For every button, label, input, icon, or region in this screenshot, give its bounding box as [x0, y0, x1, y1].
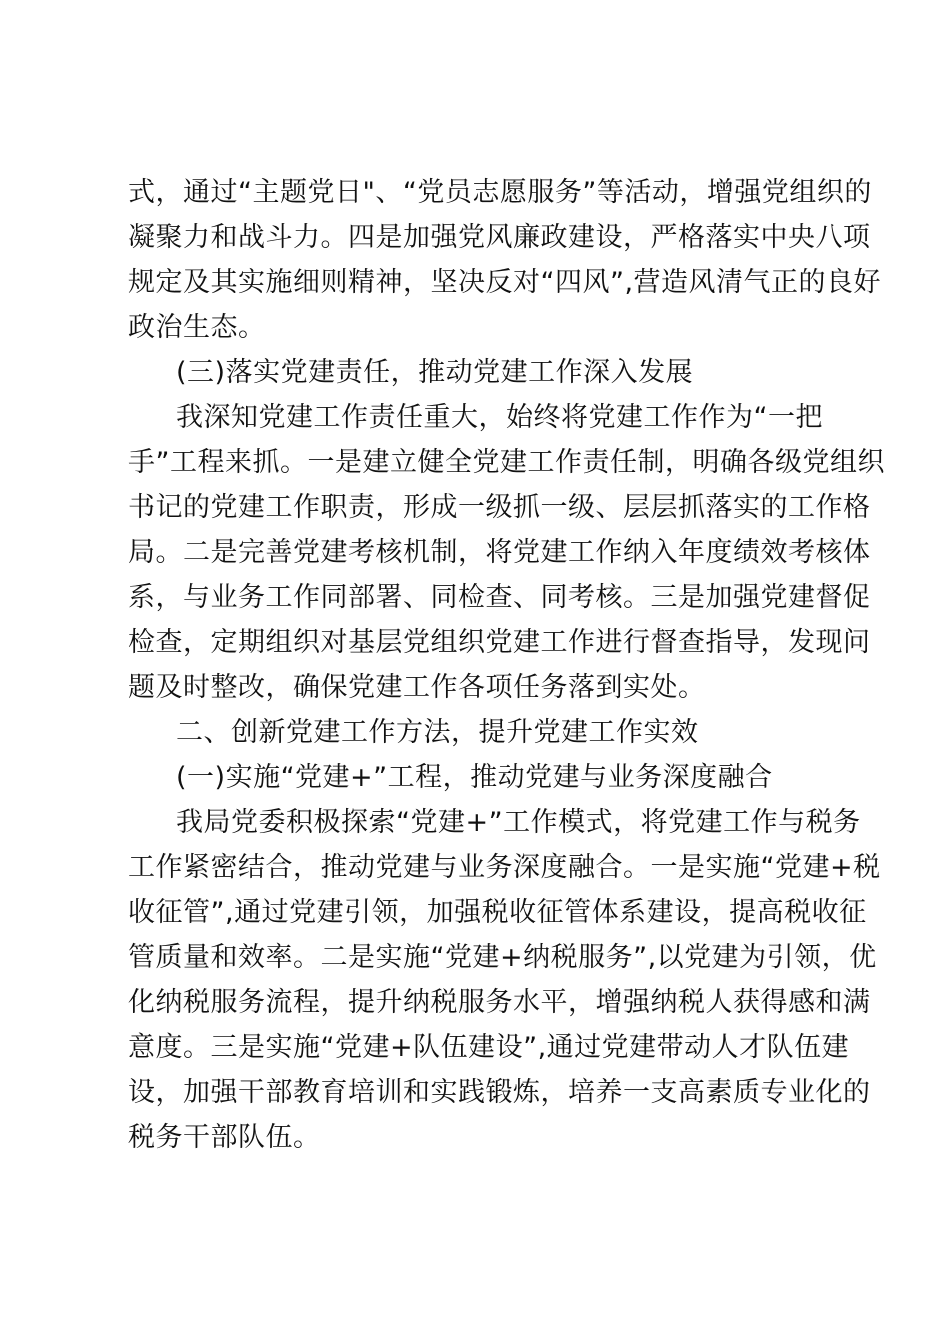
section-heading: 二、创新党建工作方法，提升党建工作实效: [176, 717, 699, 748]
body-text-line: 我局党委积极探索“党建+”工作模式，将党建工作与税务: [176, 807, 861, 838]
body-text-line: 收征管”,通过党建引领，加强税收征管体系建设，提高税收征: [128, 897, 867, 928]
body-text-line: 税务干部队伍。: [128, 1122, 321, 1153]
body-text-line: 化纳税服务流程，提升纳税服务水平，增强纳税人获得感和满: [128, 987, 871, 1018]
section-heading: (一)实施“党建+”工程，推动党建与业务深度融合: [176, 762, 773, 793]
body-text-line: 政治生态。: [128, 312, 266, 343]
body-text-line: 题及时整改，确保党建工作各项任务落到实处。: [128, 672, 706, 703]
body-text-line: 我深知党建工作责任重大，始终将党建工作作为“一把: [176, 402, 823, 433]
body-text-line: 工作紧密结合，推动党建与业务深度融合。一是实施“党建+税: [128, 852, 881, 883]
body-text-line: 局。二是完善党建考核机制，将党建工作纳入年度绩效考核体: [128, 537, 871, 568]
body-text-line: 管质量和效率。二是实施“党建+纳税服务”,以党建为引领，优: [128, 942, 877, 973]
body-text-line: 规定及其实施细则精神，坚决反对“四风”,营造风清气正的良好: [128, 267, 882, 298]
body-text-line: 检查，定期组织对基层党组织党建工作进行督查指导，发现问: [128, 627, 871, 658]
body-text-line: 凝聚力和战斗力。四是加强党风廉政建设，严格落实中央八项: [128, 222, 871, 253]
body-text-line: 系，与业务工作同部署、同检查、同考核。三是加强党建督促: [128, 582, 871, 613]
body-text-line: 意度。三是实施“党建+队伍建设”,通过党建带动人才队伍建: [128, 1032, 850, 1063]
section-heading: (三)落实党建责任，推动党建工作深入发展: [176, 357, 694, 388]
body-text-line: 手”工程来抓。一是建立健全党建工作责任制，明确各级党组织: [128, 447, 885, 478]
body-text-line: 设，加强干部教育培训和实践锻炼，培养一支高素质专业化的: [128, 1077, 871, 1108]
body-text-line: 书记的党建工作职责，形成一级抓一级、层层抓落实的工作格: [128, 492, 871, 523]
body-text-line: 式，通过“主题党日"、“党员志愿服务”等活动，增强党组织的: [128, 177, 872, 208]
